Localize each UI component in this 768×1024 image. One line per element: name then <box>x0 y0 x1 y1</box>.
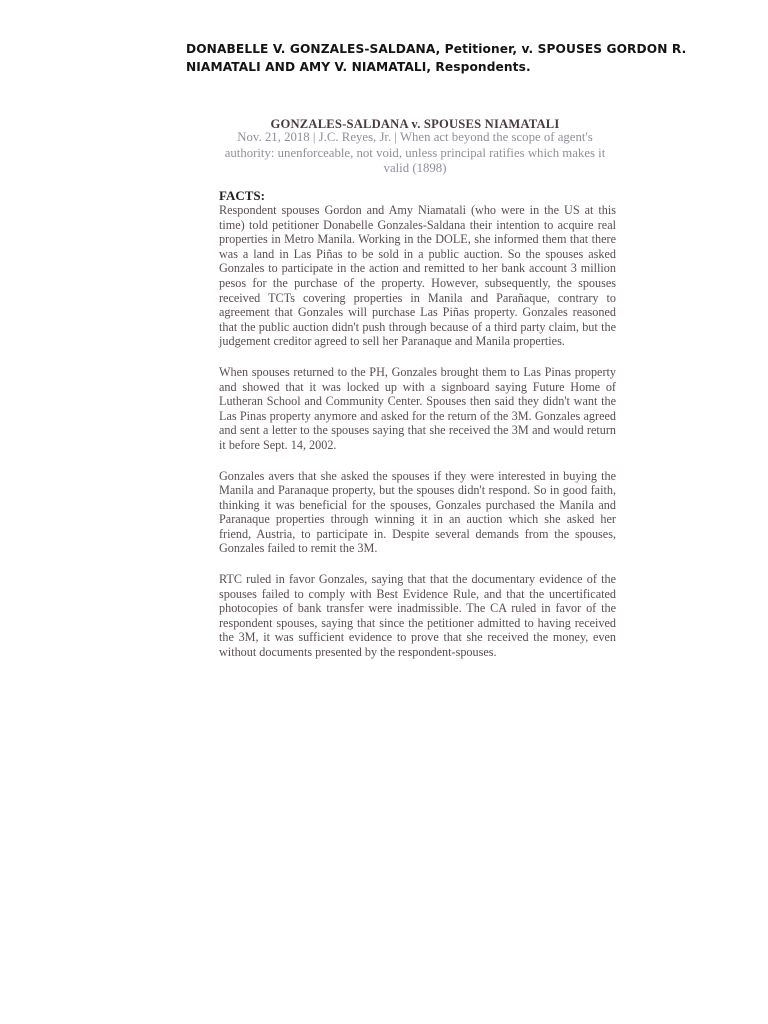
facts-paragraph: RTC ruled in favor Gonzales, saying that that the documentary evidence of the spouses failed to comply with Best Evidence Rule, and that the uncertificated photocopies of bank transfer were inadmissible. The CA ruled in favor of the respondent spouses, saying that since the petitioner admitted to having received the 3M, it was sufficient evidence to prove that she received the money, even without documents presented by the respondent-spouses. <box>219 572 616 660</box>
digest-meta <box>215 130 615 177</box>
ponente: J.C. Reyes, Jr. <box>318 130 392 144</box>
facts-heading: FACTS: <box>219 188 265 203</box>
meta-separator: | <box>312 130 316 144</box>
case-caption: DONABELLE V. GONZALES-SALDANA, Petitioner, v. SPOUSES GORDON R. NIAMATALI AND AMY V. NIAMATALI, Respondents. <box>186 42 687 74</box>
facts-paragraph: Gonzales avers that she asked the spouses if they were interested in buying the Manila and Paranaque property, but the spouses didn't respond. So in good faith, thinking it was beneficial for the spouses, Gonzales purchased the Manila and Paranaque properties through winning it in an auction which she asked her friend, Austria, to participate in. Despite several demands from the spouses, Gonzales failed to remit the 3M. <box>219 468 616 556</box>
facts-paragraph: Respondent spouses Gordon and Amy Niamatali (who were in the US at this time) told petitioner Donabelle Gonzales-Saldana their intention to acquire real properties in Metro Manila. Working in the DOLE, she informed them that there was a land in Las Piñas to be sold in a public auction. So the spouses asked Gonzales to participate in the action and remitted to her bank account 3 million pesos for the purchase of the property. However, subsequently, the spouses received TCTs covering properties in Manila and Parañaque, contrary to agreement that Gonzales will purchase Las Piñas property. Gonzales reasoned that the public auction didn't push through because of a third party claim, but the judgement creditor agreed to sell her Paranaque and Manila properties. <box>219 203 616 349</box>
facts-paragraph: When spouses returned to the PH, Gonzales brought them to Las Pinas property and showed that it was locked up with a signboard saying Future Home of Lutheran School and Community Center. Spouses then said they didn't want the Las Pinas property anymore and asked for the return of the 3M. Gonzales agreed and sent a letter to the spouses saying that she received the 3M and would return it before Sept. 14, 2002. <box>219 364 616 452</box>
doctrine: When act beyond the scope of agent's authority: unenforceable, not void, unless principal ratifies which makes it valid (1898) <box>224 130 606 175</box>
facts-body <box>219 203 616 676</box>
meta-separator: | <box>394 130 397 144</box>
digest-title: GONZALES-SALDANA v. SPOUSES NIAMATALI <box>270 117 560 131</box>
decision-date: Nov. 21, 2018 <box>237 130 310 144</box>
